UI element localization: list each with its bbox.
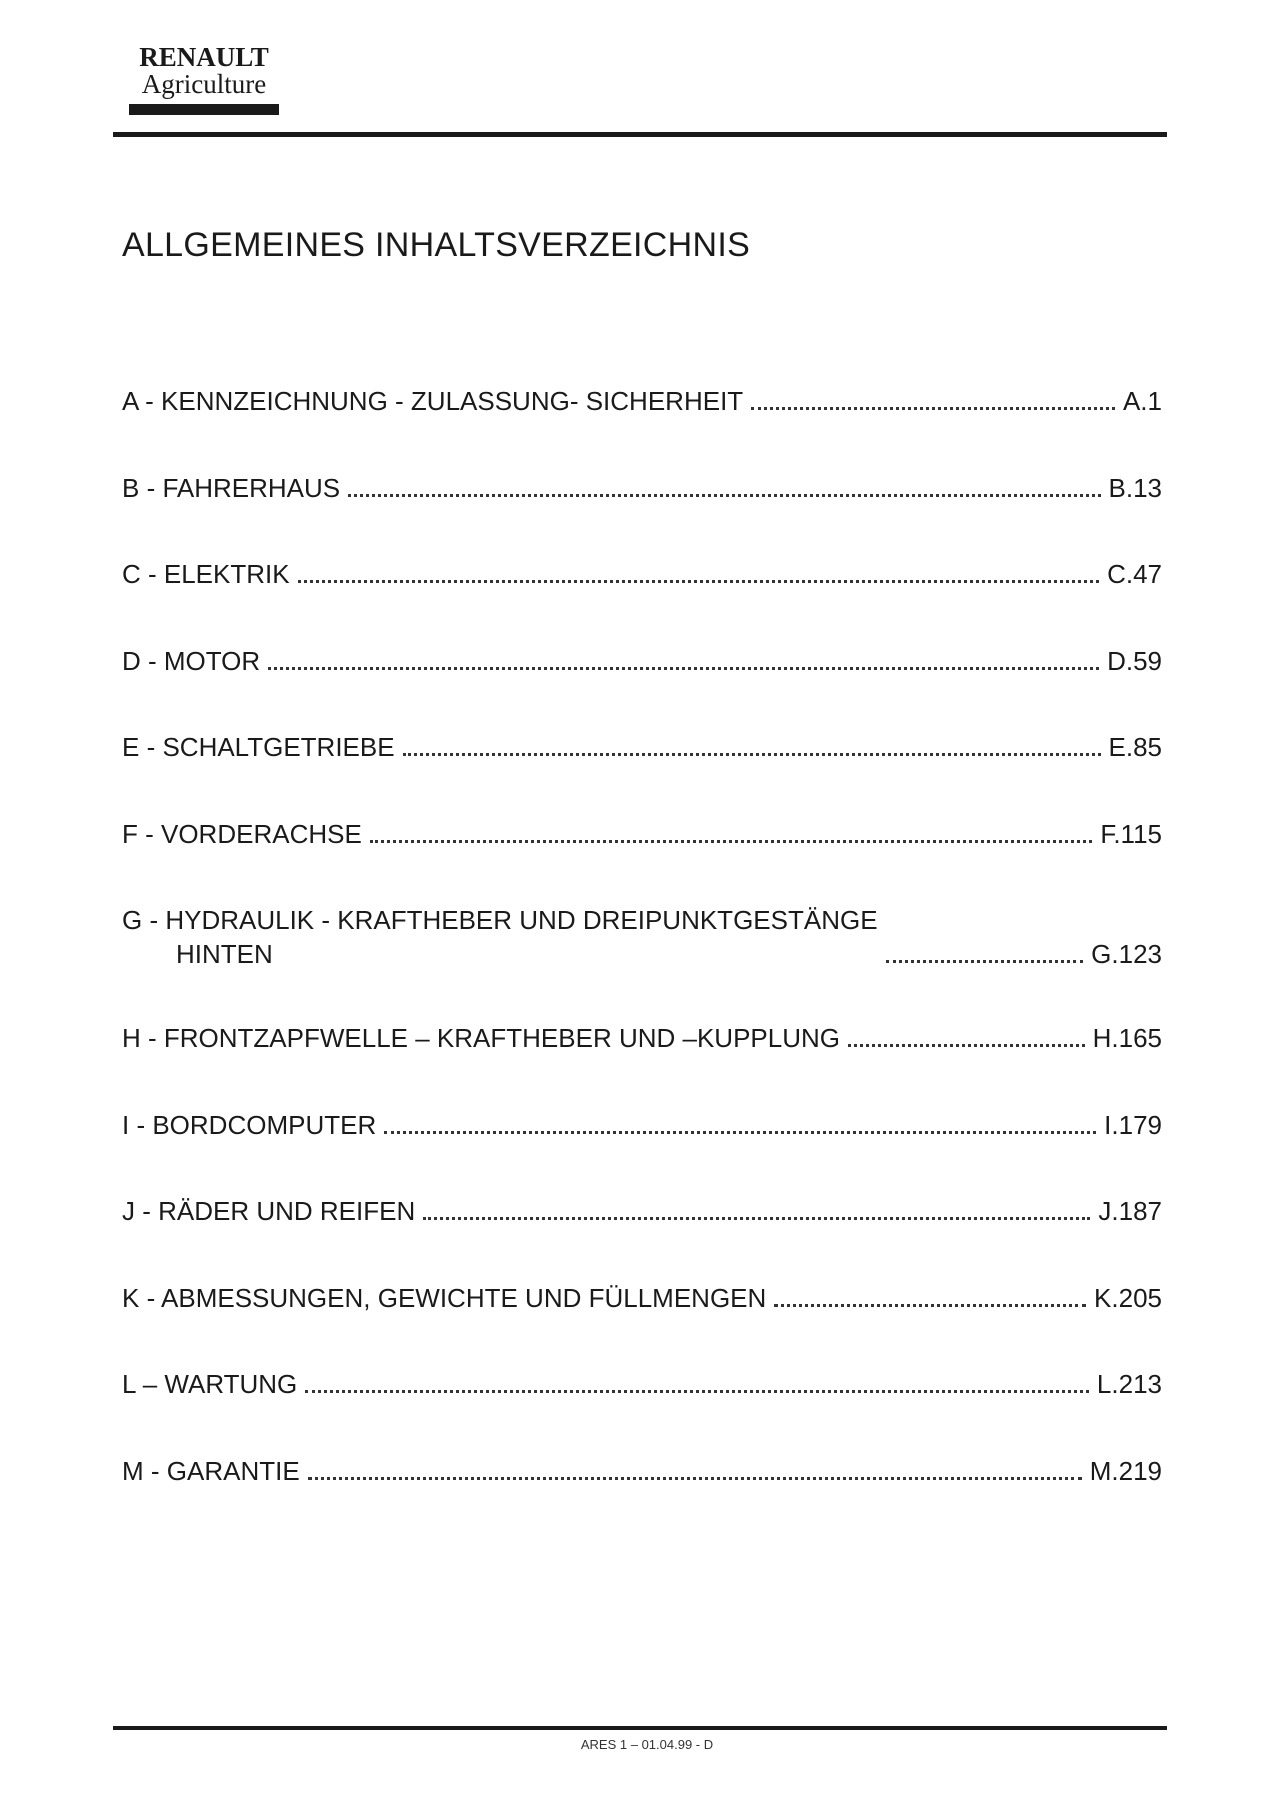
toc-entry-a[interactable] [122, 384, 1162, 418]
toc-entry-page: D.59 [1107, 645, 1162, 676]
dot-leader [348, 494, 1100, 497]
toc-entry-label: A - KENNZEICHNUNG - ZULASSUNG- SICHERHEIT [122, 386, 744, 416]
dot-leader [423, 1217, 1090, 1220]
toc-entry-e[interactable] [122, 730, 1162, 764]
dot-leader [886, 960, 1084, 963]
toc-entry-label-line2: HINTEN [176, 939, 273, 969]
dot-leader [403, 753, 1101, 756]
toc-entry-label-line1: G - HYDRAULIK - KRAFTHEBER UND DREIPUNKTGESTÄNGE [122, 905, 878, 935]
footer-rule [113, 1726, 1167, 1730]
toc-entry-h[interactable] [122, 1021, 1162, 1055]
toc-entry-label: J - RÄDER UND REIFEN [122, 1196, 416, 1226]
toc-entry-page: I.179 [1104, 1109, 1162, 1140]
toc-entry-i[interactable] [122, 1108, 1162, 1142]
toc-entry-label: E - SCHALTGETRIEBE [122, 732, 395, 762]
dot-leader [305, 1390, 1089, 1393]
toc-entry-label: B - FAHRERHAUS [122, 472, 341, 503]
toc-entry-page: J.187 [1098, 1196, 1162, 1226]
dot-leader [268, 667, 1099, 670]
toc-entry-label: F - VORDERACHSE [122, 818, 362, 849]
toc-entry-label: H - FRONTZAPFWELLE – KRAFTHEBER UND –KUPPLUNG [122, 1023, 840, 1053]
toc-entry-page: B.13 [1108, 472, 1162, 503]
toc-entry-label: I - BORDCOMPUTER [122, 1109, 377, 1140]
dot-leader [370, 840, 1093, 843]
logo-bar [129, 104, 279, 115]
renault-agriculture-logo [124, 44, 284, 115]
toc-entry-label [122, 903, 878, 971]
toc-entry-page: L.213 [1096, 1369, 1162, 1399]
toc-entry-m[interactable] [122, 1454, 1162, 1488]
page-title: ALLGEMEINES INHALTSVERZEICHNIS [122, 226, 751, 264]
toc-entry-page: E.85 [1108, 732, 1162, 762]
toc-entry-label: L – WARTUNG [122, 1369, 298, 1399]
toc-entry-b[interactable] [122, 471, 1162, 505]
toc-entry-page: F.115 [1100, 818, 1162, 849]
dot-leader [751, 407, 1115, 410]
toc-entry-label: C - ELEKTRIK [122, 559, 290, 589]
header-rule [113, 132, 1167, 137]
toc-entry-label: K - ABMESSUNGEN, GEWICHTE UND FÜLLMENGEN [122, 1282, 767, 1313]
dot-leader [774, 1304, 1086, 1307]
document-code: ARES 1 – 01.04.99 - D [580, 1737, 714, 1752]
toc-entry-j[interactable] [122, 1194, 1162, 1228]
toc-entry-d[interactable] [122, 644, 1162, 678]
toc-entry-page: A.1 [1122, 386, 1162, 416]
toc-entry-page: M.219 [1089, 1455, 1162, 1486]
table-of-contents [122, 384, 1162, 1540]
toc-entry-label: D - MOTOR [122, 645, 261, 676]
toc-entry-k[interactable] [122, 1281, 1162, 1315]
dot-leader [848, 1044, 1085, 1047]
toc-entry-page: K.205 [1094, 1282, 1162, 1313]
dot-leader [384, 1131, 1096, 1134]
toc-entry-g[interactable] [122, 903, 1162, 971]
toc-entry-page: C.47 [1107, 559, 1162, 589]
toc-entry-page: G.123 [1091, 939, 1162, 969]
logo-subtitle: Agriculture [141, 69, 267, 99]
toc-entry-l[interactable] [122, 1367, 1162, 1401]
toc-entry-c[interactable] [122, 557, 1162, 591]
dot-leader [308, 1477, 1082, 1480]
logo-brand: RENAULT [139, 42, 269, 72]
dot-leader [298, 580, 1099, 583]
toc-entry-f[interactable] [122, 817, 1162, 851]
toc-entry-label: M - GARANTIE [122, 1455, 300, 1486]
toc-entry-page: H.165 [1092, 1023, 1162, 1053]
